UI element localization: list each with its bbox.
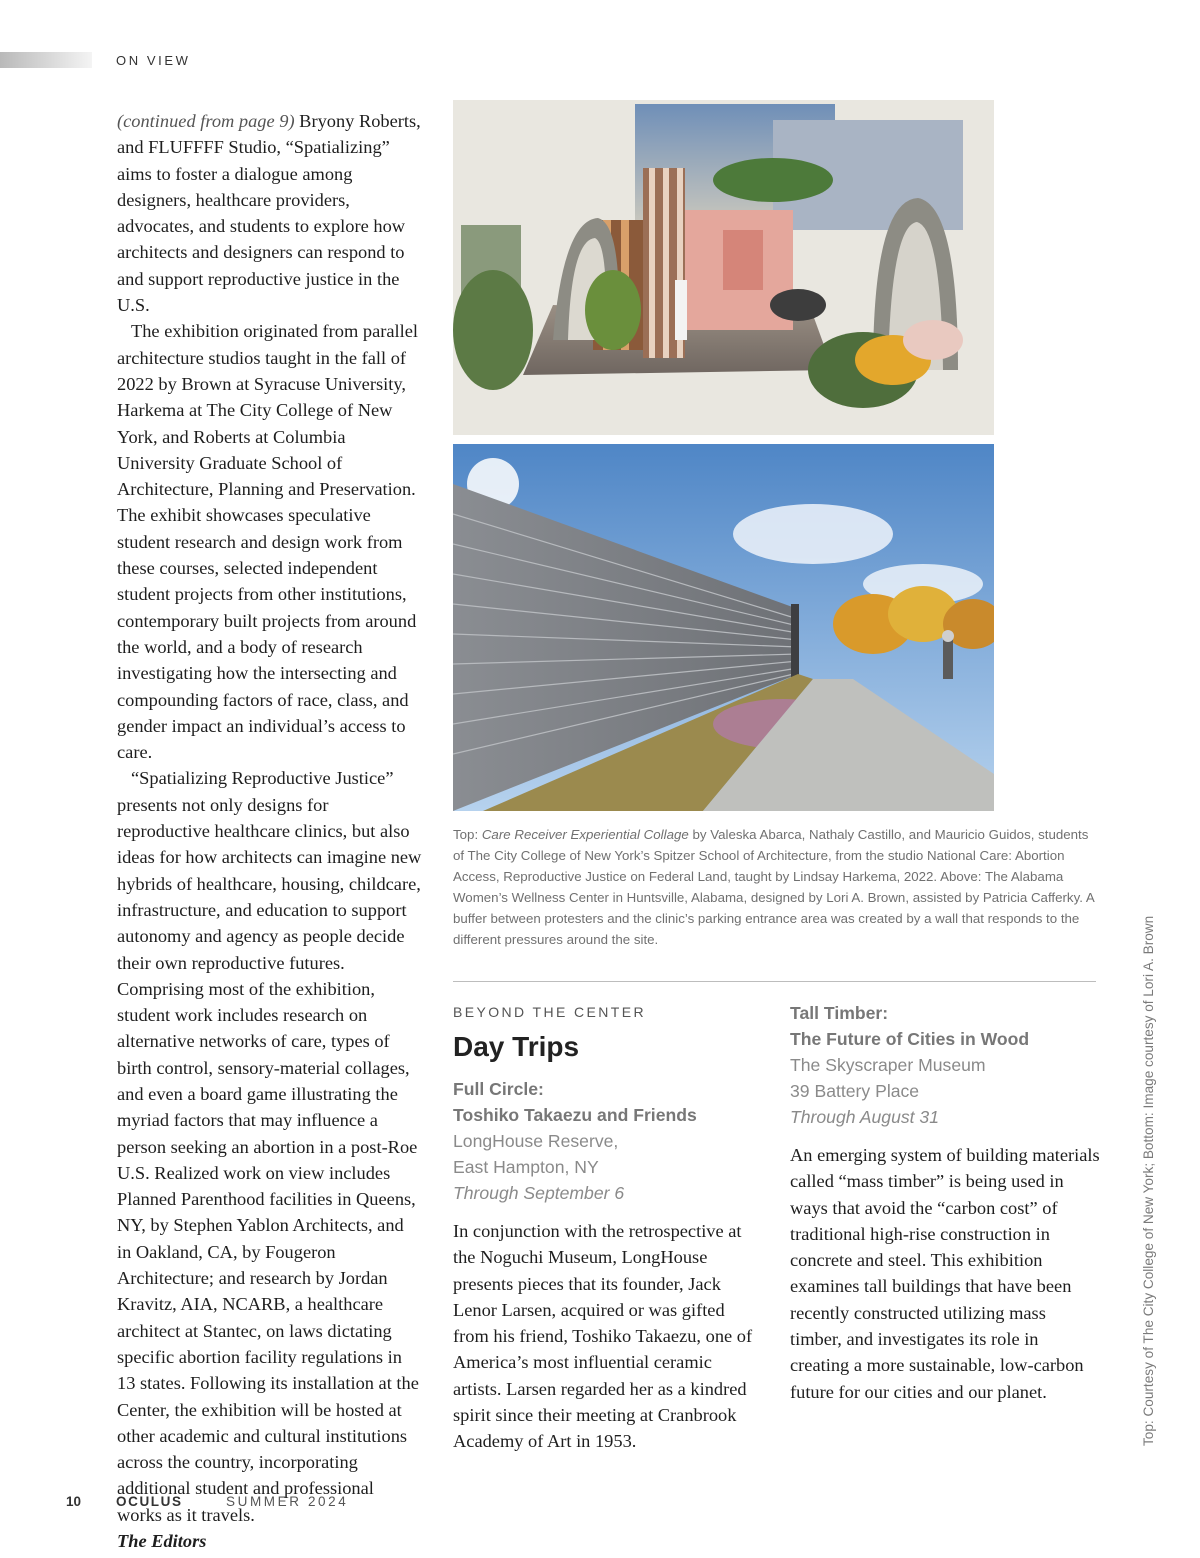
caption-text: by Valeska Abarca, Nathaly Castillo, and Mauricio Guidos, students of The City College of New York’s Spitzer School of Architecture, from the studio National Care: Abortion Access, Reproductive Justice on Federal Land, taught by Lindsay Harkema, 2022. Above: The Alabama Women’s Wellness Center in Huntsville, Alabama, designed by Lori A. Brown, assisted by Patricia Cafferky. A buffer between protesters and the clinic’s parking entrance area was created by a wall that responds to the different pressures around the site.: [453, 827, 1095, 948]
caption-prefix: Top:: [453, 827, 482, 842]
event-2-dates: Through August 31: [790, 1107, 939, 1127]
article-paragraph-3: “Spatializing Reproductive Justice” presents not only designs for reproductive healthcare clinics, but also ideas for how architects can imagine new hybrids of healthcare, housing, childcare, infrastructure, and education to support autonomy and agency as people decide their own reproductive futures. Comprising most of the exhibition, student work includes research on alternative networks of care, types of birth control, sensory-material collages, and even a board game illustrating the myriad factors that may influence a person seeking an abortion in a post-Roe U.S. Realized work on view includes Planned Parenthood facilities in Queens, NY, by Stephen Yablon Architects, and in Oakland, CA, by Fougeron Architecture; and research by Jordan Kravitz, AIA, NCARB, a healthcare architect at Stantec, on laws dictating specific abortion facility regulations in 13 states. Following its installation at the Center, the exhibition will be hosted at other academic and cultural institutions across the country, incorporating additional student and professional works as it travels.: [117, 768, 422, 1525]
event-1-description: In conjunction with the retrospective at the Noguchi Museum, LongHouse presents pieces that its founder, Jack Lenor Larsen, acquired or was gifted from his friend, Toshiko Takaezu, one of America’s most influential ceramic artists. Larsen regarded her as a kindred spirit since their meeting at Cranbrook Academy of Art in 1953.: [453, 1221, 753, 1452]
event-2-address: 39 Battery Place: [790, 1081, 920, 1101]
image-caption: [453, 824, 1098, 951]
collage-image: [453, 100, 994, 435]
article-column: [117, 108, 422, 1554]
day-trips-column-2: [790, 1000, 1100, 1405]
event-2-venue: The Skyscraper Museum: [790, 1055, 986, 1075]
day-trips-column-1: [453, 1004, 753, 1455]
event-2-title-line-1: Tall Timber:: [790, 1003, 889, 1023]
article-paragraph-1-text: Bryony Roberts, and FLUFFFF Studio, “Spatializing” aims to foster a dialogue among designers, healthcare providers, advocates, and students to explore how architects and designers can respond to and support reproductive justice in the U.S.: [117, 111, 421, 316]
beyond-the-center-label: BEYOND THE CENTER: [453, 1004, 647, 1020]
day-trips-title: Day Trips: [453, 1031, 580, 1062]
magazine-name: OCULUS: [116, 1494, 183, 1509]
event-1-title-line-1: Full Circle:: [453, 1079, 544, 1099]
event-1-title-line-2: Toshiko Takaezu and Friends: [453, 1105, 697, 1125]
issue-date: SUMMER 2024: [226, 1494, 349, 1509]
page-number: 10: [66, 1494, 82, 1509]
caption-artwork-title: Care Receiver Experiential Collage: [481, 827, 689, 842]
article-paragraph-1: [117, 108, 422, 318]
photo-credit: Top: Courtesy of The City College of New York; Bottom: Image courtesy of Lori A. Brown: [1141, 915, 1156, 1446]
event-2-description: An emerging system of building materials called “mass timber” is being used in ways that avoid the “carbon cost” of traditional high-rise construction in concrete and steel. This exhibition examines tall buildings that have been recently constructed utilizing mass timber, and investigates its role in creating a more sustainable, low-carbon future for our cities and our planet.: [790, 1145, 1100, 1402]
wellness-center-image: [453, 444, 994, 811]
section-divider: [453, 981, 1096, 982]
event-2-title-line-2: The Future of Cities in Wood: [790, 1029, 1030, 1049]
article-paragraph-2: The exhibition originated from parallel architecture studios taught in the fall of 2022 by Brown at Syracuse University, Harkema at The City College of New York, and Roberts at Columbia University Graduate School of Architecture, Planning and Preservation. The exhibit showcases speculative student research and design work from these courses, selected independent student projects from other institutions, contemporary built projects from around the world, and a body of research investigating how the intersecting and compounding factors of race, class, and gender impact an individual’s access to care.: [117, 321, 419, 763]
event-1-dates: Through September 6: [453, 1183, 625, 1203]
section-label: ON VIEW: [116, 53, 191, 68]
event-1-venue: LongHouse Reserve,: [453, 1131, 619, 1151]
continued-note: (continued from page 9): [117, 111, 295, 131]
article-signature: The Editors: [117, 1531, 207, 1552]
header-accent-bar: [0, 52, 92, 68]
event-1-address: East Hampton, NY: [453, 1157, 599, 1177]
